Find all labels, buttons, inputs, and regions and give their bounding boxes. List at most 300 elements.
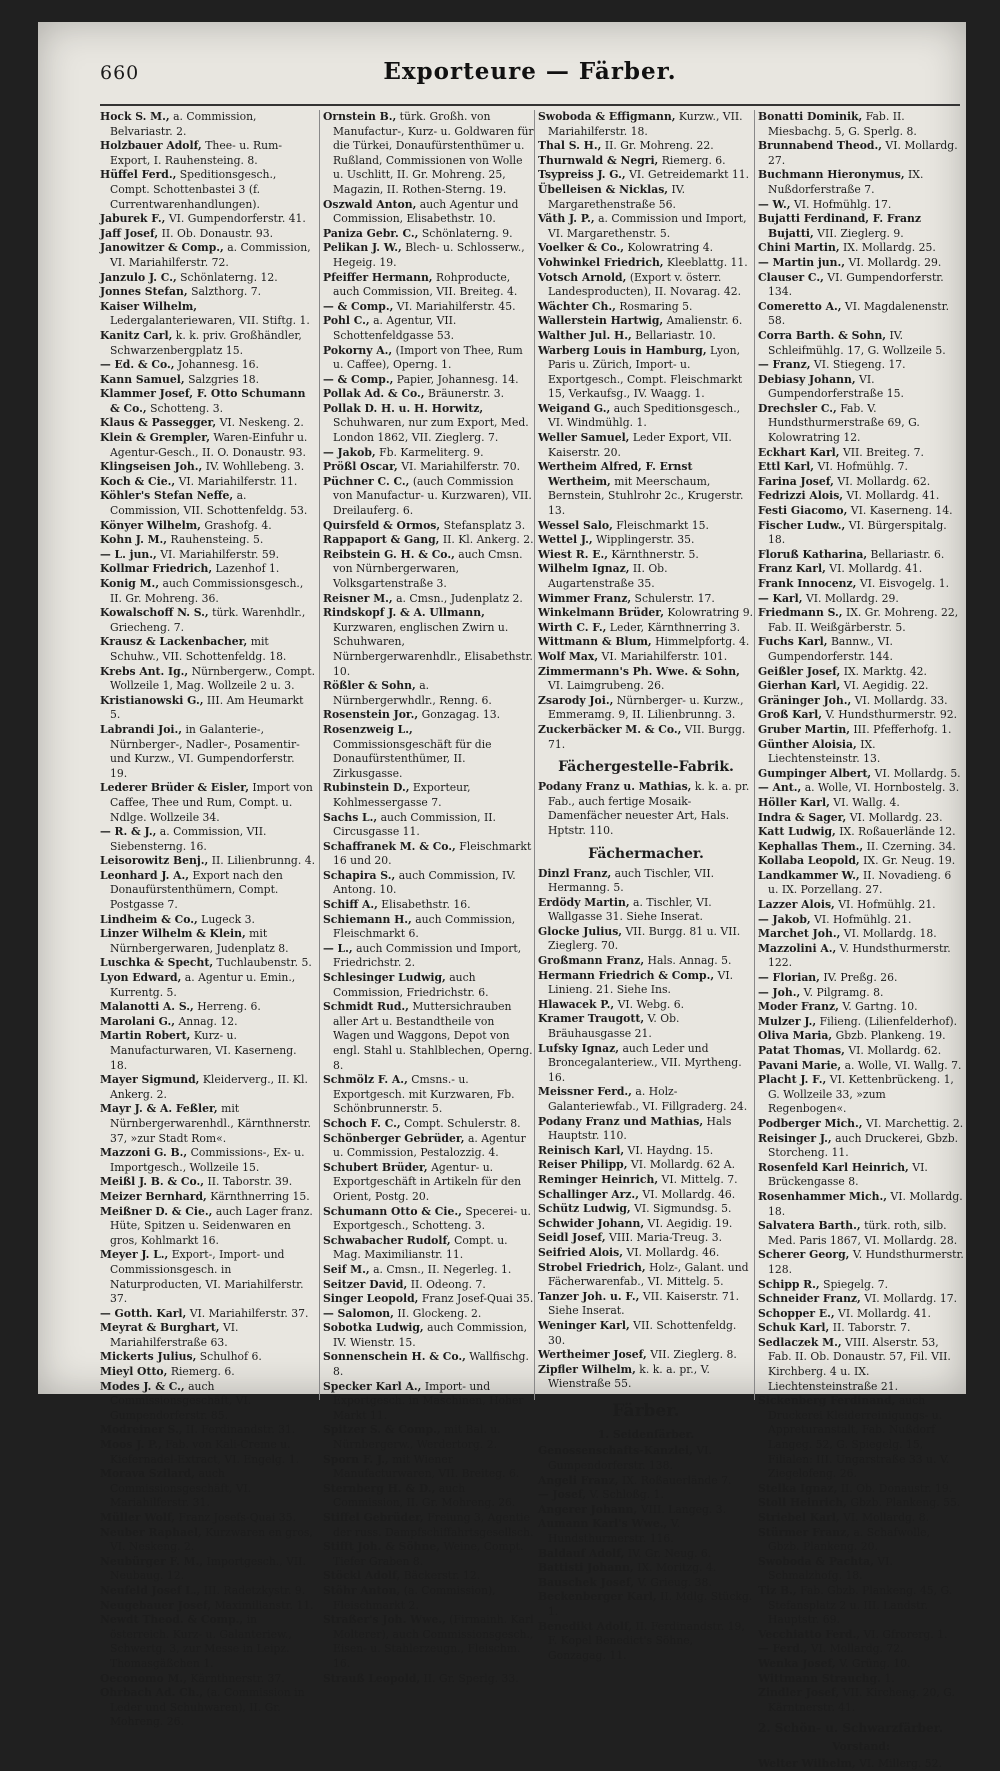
entry-name: Reinisch Karl, [538, 1144, 624, 1157]
entry-name: Püchner C. C., [323, 475, 409, 488]
entry-details: VIII. Maria-Treug. 3. [609, 1231, 722, 1244]
directory-entry [100, 1467, 315, 1511]
entry-name: Hüffel Ferd., [100, 168, 176, 181]
fachergestelle-entries [538, 780, 754, 838]
directory-entry [100, 1073, 315, 1102]
directory-entry [100, 212, 315, 227]
directory-entry [100, 606, 315, 635]
entry-details: VII. Kircheng. 20, G. Kärntnerstr. 41. [768, 1686, 955, 1714]
directory-entry [758, 1029, 964, 1044]
entry-name: Modreiner S., [100, 1423, 182, 1436]
entry-name: Kristianowski G., [100, 694, 203, 707]
entry-details: a. Commission und Import, VI. Margarethenstr. 5. [548, 212, 747, 240]
entry-details: Fab. II. Miesbachg. 5, G. Sperlg. 8. [768, 110, 917, 138]
directory-entry [758, 1526, 964, 1555]
entry-name: Linzer Wilhelm & Klein, [100, 927, 246, 940]
directory-entry [538, 1115, 754, 1144]
section-heading-fachermacher: Fächermacher. [538, 845, 754, 863]
directory-entry [758, 971, 964, 986]
directory-entry [323, 942, 534, 971]
entry-details: Schulhof 6. [200, 1350, 262, 1363]
directory-entry [100, 781, 315, 825]
directory-entry [323, 1205, 534, 1234]
entry-details: in österreich. Kurz- u. Galanteriew., Schwertg. 3, zur Messe in Leipz. Thomasgäßchen 1. [110, 1613, 292, 1670]
entry-name: Lufsky Ignaz, [538, 1042, 619, 1055]
entry-name: — L., [323, 942, 353, 955]
directory-entry [100, 1438, 315, 1467]
entry-name: Lazzer Alois, [758, 898, 835, 911]
entry-name: Malanotti A. S., [100, 1000, 194, 1013]
subsection-heading-seidenfarber: 1. Seidenfärber. [538, 1428, 754, 1443]
directory-entry [758, 548, 964, 563]
entry-name: Kephallas Them., [758, 840, 863, 853]
entry-name: Jaff Josef, [100, 227, 158, 240]
entry-name: — Karl, [758, 592, 803, 605]
entry-details: Maximilianstr. 11. [215, 1599, 314, 1612]
entry-details: VI. Mollardg. 23. [850, 811, 943, 824]
directory-entry [538, 635, 754, 650]
entry-details: a. Cmsn., Judenplatz 2. [396, 592, 523, 605]
directory-entry [538, 1348, 754, 1363]
entry-name: Rosenfeld Karl Heinrich, [758, 1161, 909, 1174]
entry-name: Sickenberg Ferdinand, [758, 1394, 895, 1407]
entry-details: Spiegelg. 7. [823, 1278, 888, 1291]
entry-details: V. Hundsthurmerstr. 128. [768, 1248, 964, 1276]
directory-entry [323, 840, 534, 869]
entry-details: Riemerg. 6. [171, 1365, 235, 1378]
entry-name: Schopper E., [758, 1307, 835, 1320]
entry-name: Wertheim Alfred, F. Ernst Wertheim, [538, 460, 692, 488]
entry-details: Leder, Kärnthnerring 3. [610, 621, 740, 634]
entry-details: III. Radetzkystr. 9. [204, 1584, 305, 1597]
entry-name: Kollaba Leopold, [758, 854, 860, 867]
directory-entry [758, 1321, 964, 1336]
entry-details: VI. Schmalzhofg. 18. [768, 1555, 893, 1583]
entry-details: Kleiderverg., II. Kl. Ankerg. 2. [110, 1073, 308, 1101]
entry-details: türk. roth, silb. Med. Paris 1867, VI. Mollardg. 28. [768, 1219, 957, 1247]
entry-name: Lindheim & Co., [100, 913, 198, 926]
directory-entry [758, 767, 964, 782]
entry-details: Compt. Schulerstr. 8. [404, 1117, 521, 1130]
entry-details: k. k. a. pr., V. Wienstraße 55. [548, 1363, 710, 1391]
header-rule [100, 104, 960, 106]
directory-entry [100, 358, 315, 373]
directory-entry [323, 227, 534, 242]
entry-name: Kanitz Carl, [100, 329, 172, 342]
directory-entry [758, 446, 964, 461]
directory-entry [323, 1350, 534, 1379]
entry-details: VI. Mollardg. 41. [846, 489, 939, 502]
entry-name: Günther Aloisia, [758, 738, 857, 751]
entry-name: Sachs L., [323, 811, 377, 824]
directory-entry [538, 780, 754, 838]
directory-entry [323, 110, 534, 198]
entry-details: Stefansplatz 3. [444, 519, 526, 532]
entry-name: Mazzoni G. B., [100, 1146, 187, 1159]
entry-name: Sporn F. J., [323, 1453, 389, 1466]
directory-entry [538, 139, 754, 154]
entry-details: Importgesch., VII. Neubaug. 12. [110, 1555, 306, 1583]
entry-details: VII. Breiteg. 7. [843, 446, 924, 459]
entry-details: II. Ob. Donaustr. 93. [162, 227, 273, 240]
entry-name: Rosenstein Jor., [323, 708, 418, 721]
entry-name: Pavani Marie, [758, 1059, 841, 1072]
directory-entry [538, 896, 754, 925]
directory-entry [538, 954, 754, 969]
directory-entry [758, 402, 964, 446]
entry-name: Seifried Alois, [538, 1246, 623, 1259]
directory-entry [100, 1102, 315, 1146]
entry-name: Geißler Josef, [758, 665, 840, 678]
directory-entry [100, 927, 315, 956]
directory-entry [758, 1628, 964, 1643]
directory-entry [758, 723, 964, 738]
directory-entry [758, 796, 964, 811]
directory-entry [100, 1672, 315, 1687]
directory-entry [323, 811, 534, 840]
entry-details: Waren-Einfuhr u. Agentur-Gesch., II. O. Donaustr. 93. [110, 431, 307, 459]
entry-name: Stöhr Anton, [323, 1584, 400, 1597]
entry-details: türk. Warenhdlr., Griecheng. 7. [110, 606, 305, 634]
entry-details: Agentur- u. Exportgeschäft in Artikeln für den Orient, Postg. 20. [333, 1161, 521, 1203]
entry-details: a. Wolle, VI. Hornbostelg. 3. [805, 781, 960, 794]
entry-details: IX. Roßauerlände 12. [839, 825, 955, 838]
directory-entry [538, 1042, 754, 1086]
entry-details: Rosmaring 5. [619, 300, 692, 313]
directory-entry [758, 840, 964, 855]
entry-details: Tuchlaubenstr. 5. [217, 956, 312, 969]
entry-details: Holz-, Galant. und Fächerwarenfab., VI. Mittelg. 5. [548, 1261, 749, 1289]
directory-entry [758, 504, 964, 519]
directory-entry [758, 825, 964, 840]
entry-details: auch Commission, Friedrichstr. 6. [333, 971, 489, 999]
directory-entry [323, 314, 534, 343]
directory-entry [323, 1613, 534, 1671]
directory-entry [323, 1569, 534, 1584]
entry-name: Neuber Raphael, [100, 1526, 202, 1539]
directory-entry [100, 519, 315, 534]
entry-name: Reisner M., [323, 592, 393, 605]
entry-details: IX. Marktg. 42. [844, 665, 927, 678]
entry-name: Dinzl Franz, [538, 867, 611, 880]
directory-entry [758, 168, 964, 197]
entry-details: VI. Mollardg. 62. [837, 475, 930, 488]
entry-details: Gbzb. Plankeng. 19. [836, 1029, 946, 1042]
entry-name: Wessel Salo, [538, 519, 613, 532]
entry-details: a. Tischler, VI. Wallgasse 31. Siehe Inserat. [548, 896, 712, 924]
entry-name: Schuk Karl, [758, 1321, 829, 1334]
entry-name: Mieyl Otto, [100, 1365, 167, 1378]
directory-entry [538, 548, 754, 563]
entry-name: Paniza Gebr. C., [323, 227, 418, 240]
entry-details: a. Nürnbergerwhdlr., Renng. 6. [333, 679, 492, 707]
directory-entry [323, 1263, 534, 1278]
entry-details: Kärnthnerstr. 37. [190, 1672, 284, 1685]
directory-entry [100, 1423, 315, 1438]
entry-details: a. Wolle, VI. Wallg. 7. [845, 1059, 962, 1072]
entry-name: Schipp R., [758, 1278, 820, 1291]
entry-details: Kleeblattg. 11. [667, 256, 748, 269]
directory-entry [538, 1576, 754, 1591]
entry-name: Reibstein G. H. & Co., [323, 548, 455, 561]
directory-entry [100, 1686, 315, 1730]
entry-name: Bujatti Ferdinand, F. Franz Bujatti, [758, 212, 921, 240]
directory-entry [538, 969, 754, 998]
directory-entry [758, 913, 964, 928]
entry-details: Ledergalanteriewaren, VII. Stiftg. 1. [110, 314, 310, 327]
entry-name: Tiz B., [758, 1584, 797, 1597]
directory-entry [100, 373, 315, 388]
entry-details: VIII. Alserstr. 53, Fab. II. Ob. Donaustr. 57, Fil. VII. Kirchberg. 4 u. IX. Liechtensteinstraße 21. [768, 1336, 951, 1393]
directory-entry [758, 1307, 964, 1322]
entry-details: a. Schafwolle, Gbzb. Plankeng. 20. [768, 1526, 930, 1554]
entry-name: Stöckl Adolf, [323, 1569, 400, 1582]
directory-entry [538, 431, 754, 460]
directory-entry [758, 1336, 964, 1394]
directory-entry [758, 1657, 964, 1672]
entry-name: Wilhelm Ignaz, [538, 562, 629, 575]
entry-name: Schlesinger Ludwig, [323, 971, 446, 984]
entry-details: Johannesg. 16. [178, 358, 259, 371]
entry-details: IX. Roßauerlände 7. [622, 1474, 731, 1487]
directory-entry [100, 416, 315, 431]
entry-details: VI. Mollardg. 29. [848, 256, 941, 269]
entry-name: Gräninger Joh., [758, 694, 851, 707]
entry-details: Rauhensteing. 5. [171, 533, 264, 546]
entry-name: Welter Wilhelm, [758, 1757, 856, 1770]
directory-entry [100, 913, 315, 928]
entry-name: Straßer's Joh. Wwe., [323, 1613, 446, 1626]
directory-entry [100, 489, 315, 518]
entry-name: Rappaport & Gang, [323, 533, 439, 546]
entry-details: VI. Mollardg. 41. [838, 1307, 931, 1320]
entry-name: Rindskopf J. & A. Ullmann, [323, 606, 485, 619]
directory-entry [100, 1015, 315, 1030]
entry-details: Rohproducte, auch Commission, VII. Breiteg. 4. [333, 271, 517, 299]
directory-entry [323, 241, 534, 270]
entry-details: Salzgries 18. [188, 373, 259, 386]
entry-details: Amalienstr. 6. [667, 314, 743, 327]
entry-details: Kärnthnerring 15. [210, 1190, 310, 1203]
entry-name: Schmidt Rud., [323, 1000, 409, 1013]
directory-entry [323, 1540, 534, 1569]
entry-details: II. Lilienbrunng. 4. [212, 854, 315, 867]
entry-details: VII. Burgg. 71. [548, 723, 745, 751]
directory-entry [323, 1307, 534, 1322]
entry-details: VIII. Langeg. 3. [641, 1503, 726, 1516]
directory-entry [100, 1248, 315, 1306]
entry-details: a. Commission, Belvariastr. 2. [110, 110, 256, 138]
entry-name: Zipfler Wilhelm, [538, 1363, 636, 1376]
entry-details: mit Nürnbergerwaren, Judenplatz 8. [110, 927, 289, 955]
entry-name: Votsch Arnold, [538, 271, 626, 284]
entry-name: Angerer Johann, [538, 1503, 637, 1516]
entry-details: VI. Aegidig. 19. [648, 1217, 733, 1230]
column-2 [319, 110, 534, 1400]
directory-entry [323, 971, 534, 1000]
directory-entry [100, 1511, 315, 1526]
entry-name: Podany Franz u. Mathias, [538, 780, 691, 793]
directory-entry [100, 533, 315, 548]
directory-entry [758, 665, 964, 680]
directory-entry [100, 971, 315, 1000]
entry-name: Rosenhammer Mich., [758, 1190, 887, 1203]
entry-details: Franz Josef-Quai 35. [422, 1292, 533, 1305]
entry-details: Kolowratring 4. [627, 241, 713, 254]
entry-details: Thee- u. Rum-Export, I. Rauhensteing. 8. [110, 139, 282, 167]
entry-details: Cmsns.- u. Exportgesch. mit Kurzwaren, Fb. Schönbrunnerstr. 5. [333, 1073, 515, 1115]
entry-name: Oeconomo M., [100, 1672, 187, 1685]
directory-entry [758, 606, 964, 635]
entry-details: Grashofg. 4. [204, 519, 271, 532]
entry-name: Weninger Karl, [538, 1319, 630, 1332]
entry-details: IX. Gr. Neug. 19. [863, 854, 955, 867]
entry-name: Festi Giacomo, [758, 504, 847, 517]
entry-name: Katt Ludwig, [758, 825, 836, 838]
directory-entry [100, 139, 315, 168]
directory-entry [538, 168, 754, 183]
entry-name: Zuckerbäcker M. & Co., [538, 723, 681, 736]
entry-name: Vecchiatto Ferd., [758, 1628, 860, 1641]
directory-entry [538, 621, 754, 636]
entry-name: Luschka & Specht, [100, 956, 213, 969]
entry-details: V. Hundsthurmerstr. 92. [825, 708, 957, 721]
entry-name: Bonatti Dominik, [758, 110, 862, 123]
directory-entry [100, 271, 315, 286]
entry-details: in Galanterie-, Nürnberger-, Nadler-, Posamentir- und Kurzw., VI. Gumpendorferstr. 19. [110, 723, 300, 780]
directory-entry [538, 665, 754, 694]
entry-name: Seitzer David, [323, 1278, 407, 1291]
entry-details: Fab. V. Hundsthurmerstraße 69, G. Kolowratring 12. [768, 402, 920, 444]
directory-entry [758, 1511, 964, 1526]
entry-name: Warberg Louis in Hamburg, [538, 344, 707, 357]
directory-entry [100, 460, 315, 475]
directory-entry [758, 489, 964, 504]
entry-details: Fab. von Kali-Creme u. Kiefernadel-Extract, VI. Engelg. 1. [110, 1438, 299, 1466]
directory-entry [758, 1000, 964, 1015]
directory-entry [538, 533, 754, 548]
entry-name: Wertheimer Josef, [538, 1348, 647, 1361]
directory-entry [538, 1188, 754, 1203]
entry-name: Stiffel Gebrüder, [323, 1511, 424, 1524]
directory-entry [538, 1620, 754, 1664]
entry-details: VI. Mollardg. 72. [811, 1642, 904, 1655]
entry-name: Schoch F. C., [323, 1117, 401, 1130]
entry-name: Marolani G., [100, 1015, 175, 1028]
entry-name: Clauser C., [758, 271, 824, 284]
entry-details: VI. Mariahilferstraße 63. [110, 1321, 238, 1349]
entry-details: VI. Wallg. 4. [833, 796, 900, 809]
entry-details: Lyon, Paris u. Zürich, Import- u. Exportgesch., Compt. Fleischmarkt 15, Verkaufsg., IV. Waagg. 1. [548, 344, 742, 401]
entry-name: Krebs Ant. Ig., [100, 665, 188, 678]
entry-details: mit Nürnbergerwarenhdl., Kärnthnerstr. 37, »zur Stadt Rom«. [110, 1102, 311, 1144]
directory-entry [758, 198, 964, 213]
entry-details: IX. Liechtensteinstr. 13. [768, 738, 880, 766]
entry-name: Hock S. M., [100, 110, 170, 123]
entry-details: (Import von Thee, Rum u. Caffee), Operng. 1. [333, 344, 523, 372]
entry-details: II. Gr. Sperlg. 33. [424, 1672, 519, 1685]
entry-name: Leisorowitz Benj., [100, 854, 208, 867]
directory-entry [100, 168, 315, 212]
directory-entry [323, 1292, 534, 1307]
entry-details: VI. Aegidig. 22. [844, 679, 929, 692]
entry-name: Väth J. P., [538, 212, 595, 225]
entry-name: Zindler Josef, [758, 1686, 839, 1699]
entry-details: Riemerg. 6. [662, 154, 726, 167]
directory-entry [538, 329, 754, 344]
entry-details: VI. Stiegeng. 17. [814, 358, 906, 371]
entry-name: Übelleisen & Nicklas, [538, 183, 668, 196]
entry-name: Gumpinger Albert, [758, 767, 871, 780]
entry-details: auch Druckerei Kleiderreinigungs- u. Appreturanstalt, Fab. Nußdorf Langeg. 52, G. Spiegelg. 15, Filialen: III. Ungarstraße 33 u. V. Ziegelofeng. 26. [768, 1394, 949, 1480]
directory-entry [538, 1144, 754, 1159]
entry-name: Franz Karl, [758, 562, 826, 575]
entry-name: Weigand G., [538, 402, 610, 415]
entry-details: auch Druckerei, Gbzb. Storcheng. 11. [768, 1132, 958, 1160]
entry-details: a. Cmsn., II. Negerleg. 1. [373, 1263, 511, 1276]
entry-details: (Export v. österr. Landesproducten), II. Novarag. 42. [548, 271, 741, 299]
entry-name: Weller Samuel, [538, 431, 629, 444]
entry-name: Meyrat & Burghart, [100, 1321, 220, 1334]
directory-entry [538, 1488, 754, 1503]
entry-details: VI. Mollardg. 17. [864, 1292, 957, 1305]
entry-details: Herreng. 6. [197, 1000, 261, 1013]
entry-details: II. Novadieng. 6 u. IX. Porzellang. 27. [768, 869, 951, 897]
directory-entry [758, 475, 964, 490]
directory-entry [538, 1363, 754, 1392]
column-4 [754, 110, 964, 1400]
entry-name: Zsarody Joi., [538, 694, 613, 707]
entry-details: Fb. Karmeliterg. 9. [379, 446, 483, 459]
vorstand-label: Vorstand: [758, 1740, 964, 1755]
entry-name: Köhler's Stefan Neffe, [100, 489, 233, 502]
entry-details: Kurzw., VII. Mariahilferstr. 18. [548, 110, 743, 138]
entry-details: mit Wiener Manufacturwaren, VII. Breiteg. 6. [333, 1453, 519, 1481]
entry-details: VI. Hofmühlg. 17. [794, 198, 891, 211]
entry-name: Floruß Katharina, [758, 548, 867, 561]
entry-details: Himmelpfortg. 4. [655, 635, 749, 648]
entry-details: VI. Mollardg. 62. [848, 1044, 941, 1057]
directory-entry [758, 1059, 964, 1074]
directory-entry [323, 519, 534, 534]
entry-details: a. Commission, VII. Siebensterng. 16. [110, 825, 266, 853]
directory-entry [758, 1584, 964, 1628]
entry-details: VII. Burgg. 81 u. VII. Zieglerg. 70. [548, 925, 740, 953]
directory-entry [538, 1517, 754, 1546]
entry-name: Newdt Theod. & Comp., [100, 1613, 243, 1626]
entry-name: Reiser Philipp, [538, 1158, 627, 1171]
entry-details: (auch Commission von Manufactur- u. Kurzwaren), VII. Dreilauferg. 6. [333, 475, 532, 517]
directory-entry [758, 1292, 964, 1307]
entry-name: Erdödy Martin, [538, 896, 630, 909]
directory-entry [323, 606, 534, 679]
directory-entry [323, 475, 534, 519]
entry-details: Specerei- u. Exportgesch., Schotteng. 3. [333, 1205, 531, 1233]
directory-entry [758, 329, 964, 358]
directory-entry [538, 1290, 754, 1319]
directory-entry [758, 1219, 964, 1248]
directory-entry [100, 1584, 315, 1599]
entry-name: Jonnes Stefan, [100, 285, 188, 298]
directory-entry [323, 1511, 534, 1540]
entry-details: Blech- u. Schlosserw., Hegeig. 19. [333, 241, 525, 269]
directory-entry [758, 1015, 964, 1030]
entry-name: — Salomon, [323, 1307, 394, 1320]
directory-page [38, 22, 966, 1394]
entry-details: VI. Mollardg. 41. [829, 562, 922, 575]
entry-details: VI. Mollardg. 5. [875, 767, 961, 780]
entry-name: Koch & Cie., [100, 475, 175, 488]
